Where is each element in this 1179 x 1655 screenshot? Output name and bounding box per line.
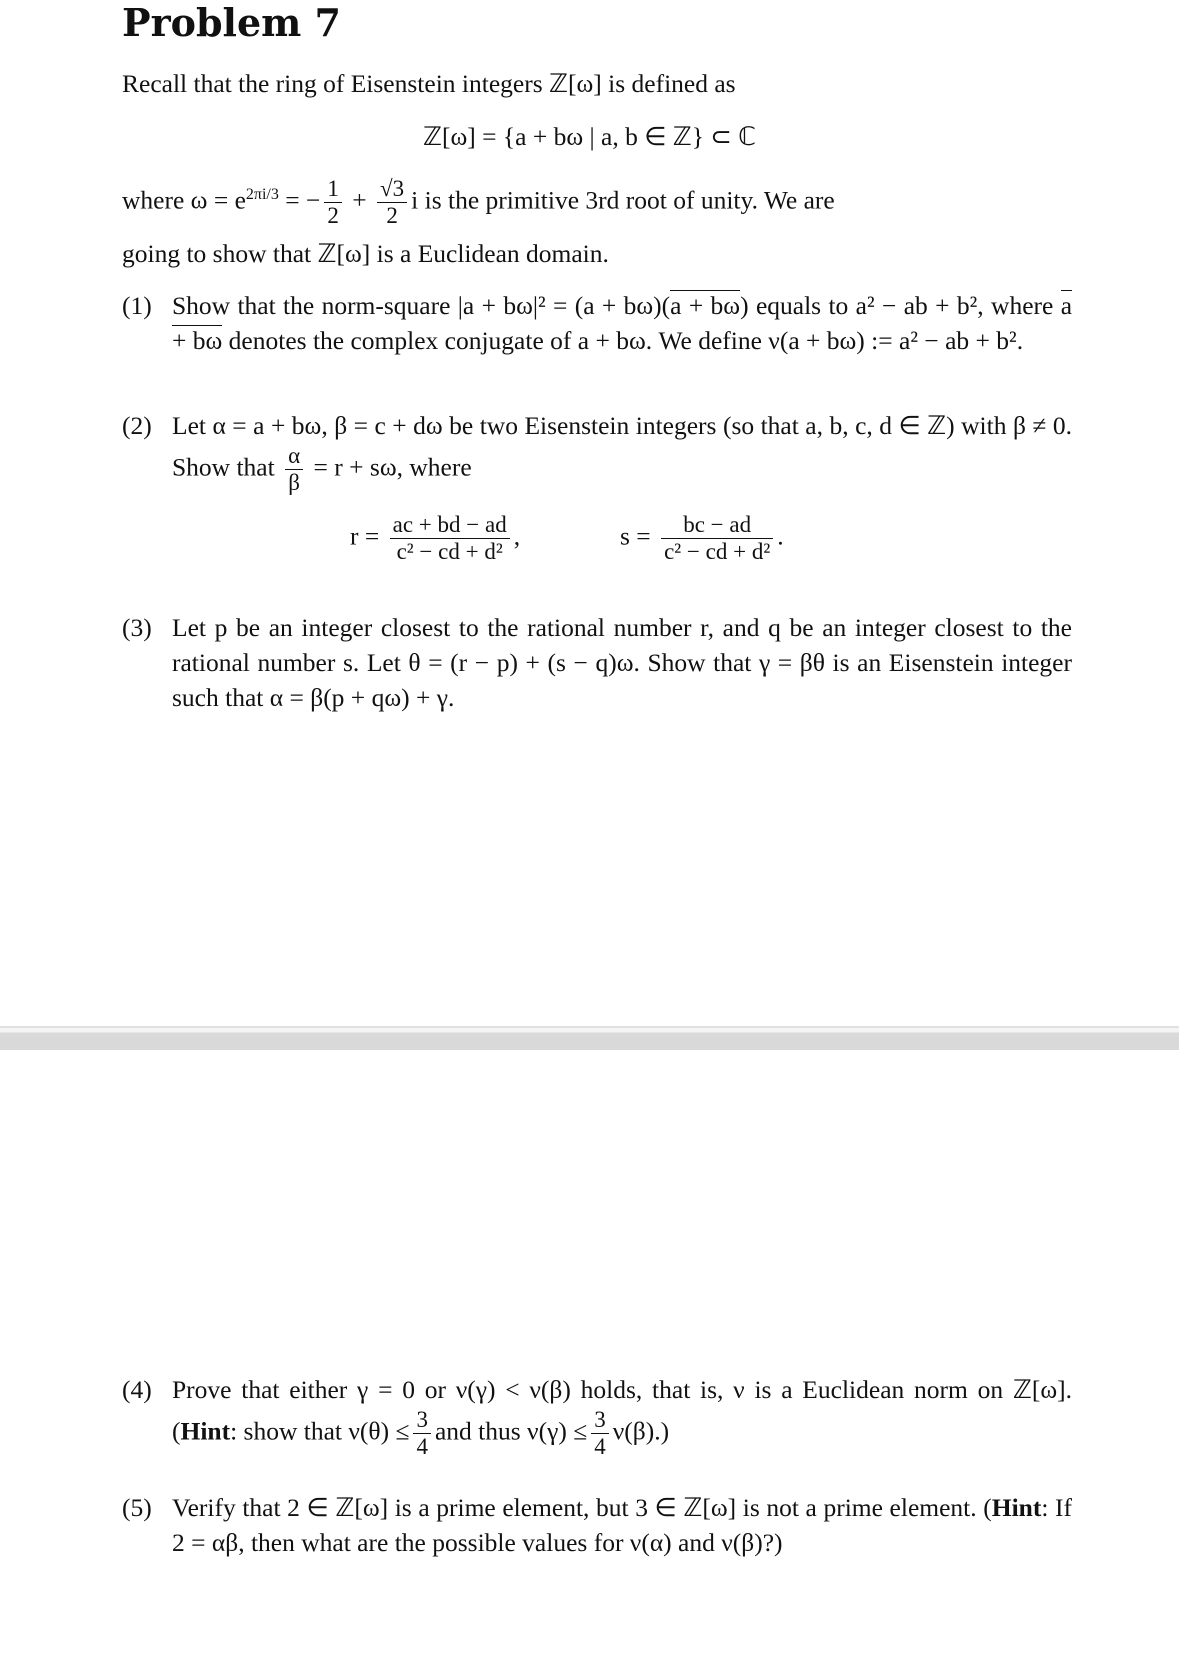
going-line: going to show that ℤ[ω] is a Euclidean domain. — [122, 239, 609, 268]
item-4 — [122, 1372, 1072, 1460]
item-2-text: Let α = a + bω, β = c + dω be two Eisenstein integers (so that a, b, c, d ∈ ℤ) with β ≠ 0. Show that $\frac{\alpha}{\beta}$ = r + sω, where — [172, 411, 1072, 495]
intro-line: Recall that the ring of Eisenstein integers ℤ[ω] is defined as — [122, 69, 736, 98]
sqrt3-fraction — [377, 176, 407, 229]
item-2-number: (2) — [122, 411, 152, 440]
r-numerator: ac + bd − ad — [392, 512, 507, 537]
page-divider — [0, 1026, 1179, 1050]
sqrt3-numerator: √3 — [380, 176, 405, 201]
half-fraction — [324, 176, 342, 229]
where-start: where ω = e — [122, 185, 246, 215]
s-numerator: bc − ad — [683, 512, 752, 537]
item-1-number: (1) — [122, 291, 152, 320]
where-plus: + — [345, 185, 374, 215]
item-1-text: Show that the norm-square |a + bω|² = (a + bω)(a + bω) equals to a² − ab + b², where a + bω denotes the complex conjugate of a + bω. We define ν(a + bω) := a² − ab + b². — [172, 291, 1073, 355]
item-5 — [122, 1490, 1072, 1560]
item-5-number: (5) — [122, 1493, 152, 1522]
half-denominator: 2 — [324, 202, 342, 229]
item-3-number: (3) — [122, 613, 152, 642]
alpha-over-beta: $\frac{\alpha}{\beta}$ — [285, 443, 303, 496]
item-4-number: (4) — [122, 1375, 152, 1404]
sqrt3-denominator: 2 — [377, 202, 407, 229]
where-line — [122, 176, 835, 229]
where-exponent: 2πi/3 — [245, 185, 279, 203]
item-5-text: Verify that 2 ∈ ℤ[ω] is a prime element, but 3 ∈ ℤ[ω] is not a prime element. (Hint: If 2 = αβ, then what are the possible values for ν(α) and ν(β)?) — [172, 1493, 1073, 1557]
definition-equation: ℤ[ω] = {a + bω | a, b ∈ ℤ} ⊂ ℂ — [423, 122, 756, 151]
item-3 — [122, 610, 1072, 715]
s-formula: s = $\frac{bc - ad}{\text{c² − cd + d²}}$ . — [620, 512, 784, 564]
half-numerator: 1 — [327, 176, 339, 201]
where-eq: = − — [278, 185, 321, 215]
item-3-text: Let p be an integer closest to the rational number r, and q be an integer closest to the rational number s. Let θ = (r − p) + (s − q)ω. Show that γ = βθ is an Eisenstein integer such that α = β(p + qω) + γ. — [172, 613, 1072, 712]
r-denominator: c² − cd + d² — [390, 538, 510, 565]
problem-title: Problem 7 — [122, 0, 342, 45]
item-2 — [122, 408, 1072, 496]
item-1 — [122, 288, 1072, 358]
r-formula: r = $\frac{ac + bd - ad}{\text{c² − cd + d²}}$ , — [350, 512, 521, 564]
where-end: i is the primitive 3rd root of unity. We are — [411, 185, 835, 215]
item-4-text: Prove that either γ = 0 or ν(γ) < ν(β) holds, that is, ν is a Euclidean norm on ℤ[ω]. (Hint: show that ν(θ) ≤ $\frac{3}{4}$ and thus ν(γ) ≤ $\frac{3}{4}$ ν(β).) — [172, 1375, 1072, 1459]
s-denominator: c² − cd + d² — [661, 538, 773, 565]
